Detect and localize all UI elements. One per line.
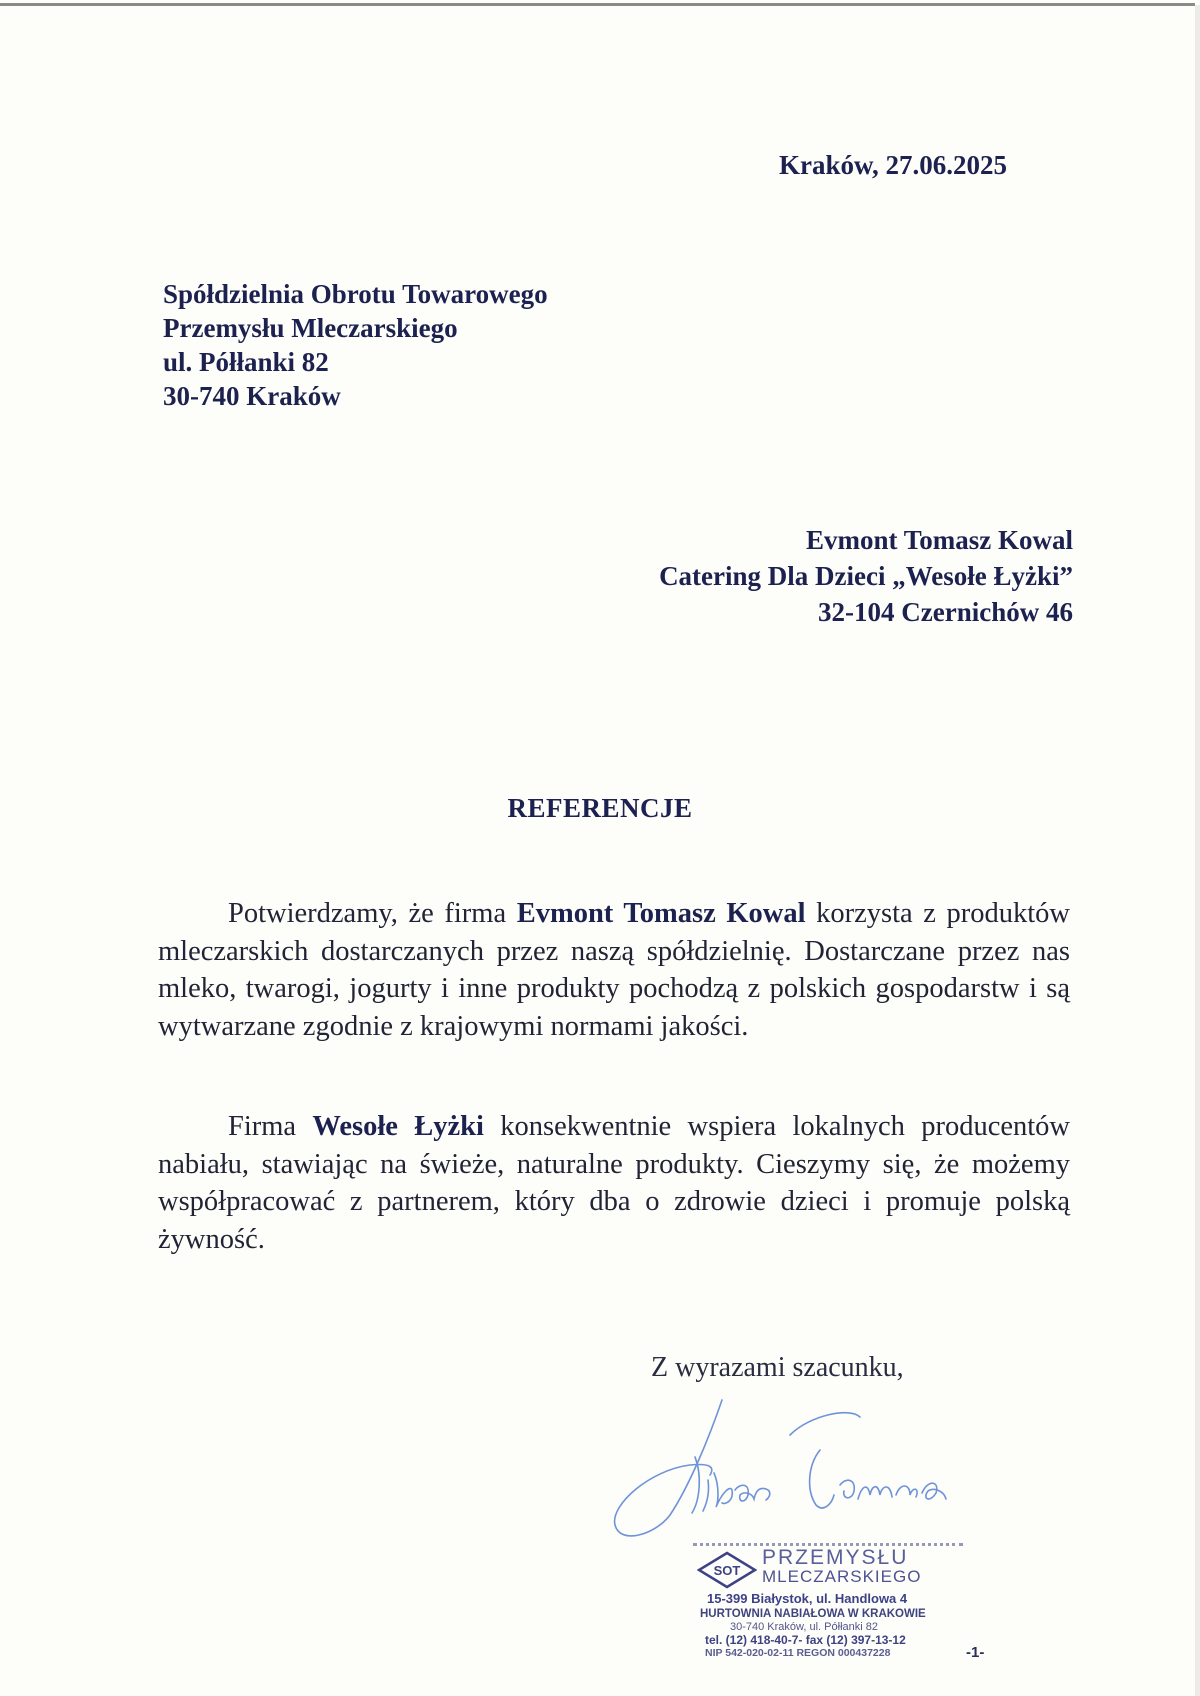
sender-city: 30-740 Kraków [163, 381, 341, 411]
stamp-header-line [693, 1537, 963, 1546]
cooperative-logo-icon [697, 1551, 757, 1589]
paragraph-1-text-end: korzysta z produktów mleczarskich dostarczanych przez naszą spółdzielnię. Dostarczane przez nas mleko, twarogi, jogurty i inne produkty pochodzą z polskich gospodarstw i są wytwarzane zgodnie z krajowymi normami jakości. [158, 898, 1070, 1042]
place-and-date: Kraków, 27.06.2025 [778, 150, 1007, 180]
recipient-city: 32-104 Czernichów 46 [818, 597, 1073, 627]
stamp-branch-address: 30-740 Kraków, ul. Półłanki 82 [730, 1621, 878, 1633]
stamp-branch: HURTOWNIA NABIAŁOWA W KRAKOWIE [700, 1608, 926, 1620]
paragraph-2-text-end: konsekwentnie wspiera lokalnych producentów nabiału, stawiając na świeże, naturalne produkty. Cieszymy się, że możemy współpracować z partnerem, który dba o zdrowie dzieci i promuje polską żywność. [158, 1111, 1071, 1255]
stamp-address: 15-399 Białystok, ul. Handlowa 4 [707, 1591, 908, 1606]
stamp-tax-ids: NIP 542-020-02-11 REGON 000437228 [705, 1647, 891, 1659]
closing-salutation: Z wyrazami szacunku, [651, 1352, 904, 1383]
recipient-address [659, 522, 1073, 630]
stamp-line-1: PRZEMYSŁU [762, 1546, 909, 1569]
paragraph-1-company-name: Evmont Tomasz Kowal [516, 898, 806, 929]
sender-street: ul. Półłanki 82 [163, 347, 329, 377]
body-paragraph-2 [158, 1108, 1070, 1258]
stamp-phone-fax: tel. (12) 418-40-7- fax (12) 397-13-12 [705, 1633, 906, 1647]
paragraph-2-company-name: Wesołe Łyżki [312, 1111, 484, 1142]
company-stamp [685, 1537, 975, 1667]
handwritten-signature [610, 1395, 1030, 1555]
paragraph-2-text-start: Firma [228, 1111, 313, 1142]
document-title: REFERENCJE [507, 793, 693, 823]
sender-name-line2: Przemysłu Mleczarskiego [163, 313, 458, 343]
page-number: -1- [966, 1644, 985, 1661]
stamp-line-2: MLECZARSKIEGO [762, 1567, 922, 1586]
body-paragraph-1 [158, 895, 1070, 1045]
recipient-name: Evmont Tomasz Kowal [805, 525, 1073, 555]
stamp-logo-text: SOT [713, 1563, 741, 1578]
paragraph-1-text-start: Potwierdzamy, że firma [228, 898, 517, 929]
sender-address [163, 277, 548, 413]
recipient-company: Catering Dla Dzieci „Wesołe Łyżki” [659, 561, 1073, 591]
sender-name-line1: Spółdzielnia Obrotu Towarowego [163, 279, 548, 309]
